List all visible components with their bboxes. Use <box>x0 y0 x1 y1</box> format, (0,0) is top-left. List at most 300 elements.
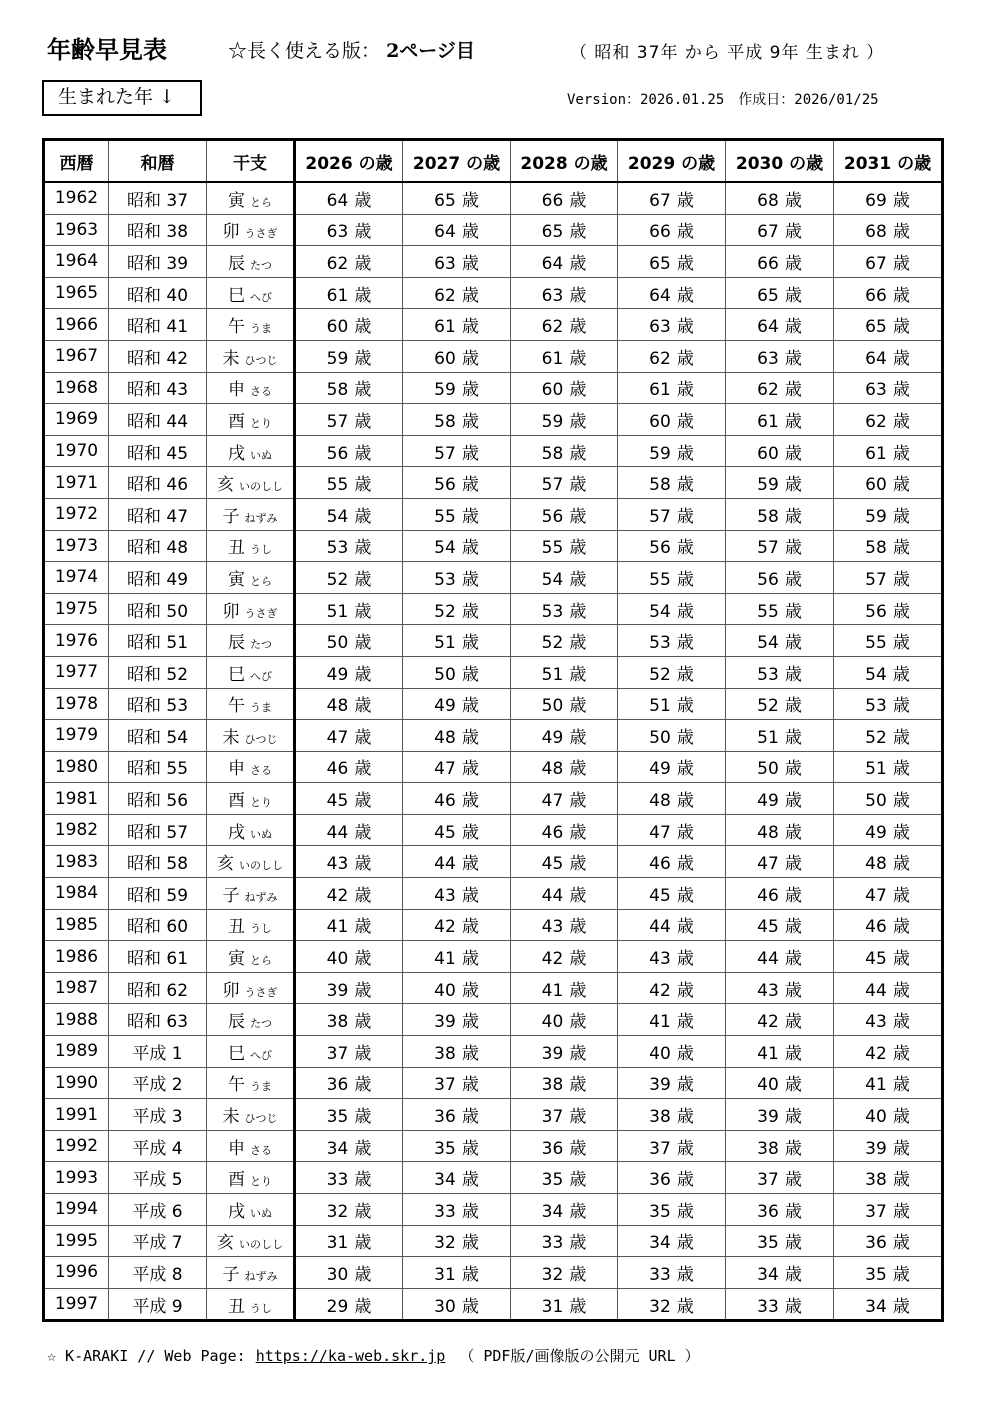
cell-age <box>295 846 403 878</box>
cell-age <box>726 182 834 214</box>
age-suffix: 歳 <box>784 949 802 970</box>
age-suffix: 歳 <box>354 1012 372 1033</box>
cell-age <box>511 972 618 1004</box>
age-value: 42 <box>649 980 671 1001</box>
age-suffix: 歳 <box>784 222 802 243</box>
age-value: 63 <box>434 253 456 274</box>
cell-age <box>834 1130 943 1162</box>
eto-reading: ねずみ <box>244 1269 278 1283</box>
cell-age <box>834 625 943 657</box>
age-value: 57 <box>865 569 887 590</box>
age-suffix: 歳 <box>892 253 910 274</box>
eto-reading: ひつじ <box>244 732 278 746</box>
eto-kanji: 寅 <box>228 190 245 211</box>
age-value: 43 <box>326 854 349 875</box>
age-suffix: 歳 <box>676 411 694 432</box>
column-header: 2026 の歳 <box>295 140 403 183</box>
cell-age <box>403 846 511 878</box>
cell-seireki: 1971 <box>44 467 109 499</box>
age-value: 56 <box>865 601 887 622</box>
cell-seireki: 1984 <box>44 878 109 910</box>
cell-age <box>511 1036 618 1068</box>
cell-age <box>295 1036 403 1068</box>
age-suffix: 歳 <box>354 885 372 906</box>
age-value: 44 <box>434 854 456 875</box>
cell-age <box>618 498 726 530</box>
age-suffix: 歳 <box>569 854 587 875</box>
cell-age <box>834 972 943 1004</box>
age-suffix: 歳 <box>461 443 479 464</box>
age-value: 62 <box>541 317 564 338</box>
cell-seireki: 1962 <box>44 182 109 214</box>
age-suffix: 歳 <box>784 506 802 527</box>
age-value: 62 <box>757 380 779 401</box>
cell-age <box>618 182 726 214</box>
cell-wareki: 平成 1 <box>109 1036 207 1068</box>
age-value: 58 <box>649 475 671 496</box>
age-value: 34 <box>865 1296 887 1317</box>
age-suffix: 歳 <box>676 1012 694 1033</box>
age-suffix: 歳 <box>569 285 587 306</box>
age-suffix: 歳 <box>784 1043 802 1064</box>
column-header: 干支 <box>207 140 295 183</box>
cell-age <box>618 372 726 404</box>
age-value: 50 <box>757 759 779 780</box>
cell-age <box>403 783 511 815</box>
eto-kanji: 辰 <box>228 633 245 654</box>
age-value: 39 <box>326 980 349 1001</box>
cell-age <box>403 878 511 910</box>
table-row <box>44 530 943 562</box>
age-suffix: 歳 <box>784 759 802 780</box>
age-value: 57 <box>757 538 779 559</box>
age-suffix: 歳 <box>676 1201 694 1222</box>
age-suffix: 歳 <box>784 1233 802 1254</box>
cell-wareki: 平成 9 <box>109 1288 207 1321</box>
eto-kanji: 戌 <box>228 1201 245 1222</box>
cell-eto <box>207 372 295 404</box>
age-value: 54 <box>434 538 456 559</box>
cell-age <box>618 846 726 878</box>
age-value: 63 <box>326 222 349 243</box>
cell-age <box>403 530 511 562</box>
cell-seireki: 1980 <box>44 751 109 783</box>
eto-reading: とり <box>250 1175 272 1189</box>
cell-age <box>295 246 403 278</box>
cell-age <box>403 751 511 783</box>
age-value: 67 <box>865 253 887 274</box>
cell-age <box>295 498 403 530</box>
cell-age <box>834 1225 943 1257</box>
age-suffix: 歳 <box>569 1201 587 1222</box>
eto-kanji: 辰 <box>228 1012 245 1033</box>
age-suffix: 歳 <box>892 727 910 748</box>
cell-age <box>834 720 943 752</box>
cell-age <box>726 1067 834 1099</box>
age-value: 68 <box>757 190 779 211</box>
age-suffix: 歳 <box>569 1233 587 1254</box>
cell-age <box>618 277 726 309</box>
eto-reading: たつ <box>250 1017 272 1031</box>
column-header: 西暦 <box>44 140 109 183</box>
eto-kanji: 申 <box>228 380 245 401</box>
eto-reading: ねずみ <box>244 890 278 904</box>
age-suffix: 歳 <box>354 633 372 654</box>
age-suffix: 歳 <box>676 1296 694 1317</box>
table-row <box>44 1162 943 1194</box>
cell-wareki: 昭和 63 <box>109 1004 207 1036</box>
age-value: 32 <box>541 1264 564 1285</box>
cell-age <box>618 593 726 625</box>
age-suffix: 歳 <box>676 601 694 622</box>
age-value: 62 <box>865 411 887 432</box>
cell-age <box>618 656 726 688</box>
cell-wareki: 平成 6 <box>109 1194 207 1226</box>
eto-kanji: 亥 <box>217 1233 234 1254</box>
age-suffix: 歳 <box>461 601 479 622</box>
age-suffix: 歳 <box>569 1296 587 1317</box>
age-value: 38 <box>865 1170 887 1191</box>
age-suffix: 歳 <box>354 1296 372 1317</box>
cell-age <box>295 404 403 436</box>
age-suffix: 歳 <box>569 822 587 843</box>
cell-wareki: 昭和 51 <box>109 625 207 657</box>
age-suffix: 歳 <box>569 949 587 970</box>
age-value: 46 <box>649 854 671 875</box>
age-value: 41 <box>326 917 349 938</box>
cell-eto <box>207 909 295 941</box>
eto-kanji: 巳 <box>228 285 245 306</box>
cell-eto <box>207 751 295 783</box>
age-value: 67 <box>757 222 779 243</box>
age-value: 46 <box>865 917 887 938</box>
age-value: 61 <box>541 348 564 369</box>
age-suffix: 歳 <box>676 1233 694 1254</box>
table-row <box>44 404 943 436</box>
age-suffix: 歳 <box>784 664 802 685</box>
age-value: 55 <box>326 475 349 496</box>
age-value: 39 <box>541 1043 564 1064</box>
age-value: 61 <box>434 317 456 338</box>
eto-kanji: 午 <box>228 1075 245 1096</box>
table-row <box>44 309 943 341</box>
age-value: 55 <box>649 569 671 590</box>
age-value: 66 <box>757 253 779 274</box>
age-value: 32 <box>434 1233 456 1254</box>
age-suffix: 歳 <box>569 475 587 496</box>
cell-age <box>726 1099 834 1131</box>
cell-age <box>618 972 726 1004</box>
age-value: 65 <box>757 285 779 306</box>
eto-reading: さる <box>250 764 272 778</box>
age-suffix: 歳 <box>461 822 479 843</box>
age-value: 46 <box>434 791 456 812</box>
age-value: 45 <box>434 822 456 843</box>
eto-reading: うさぎ <box>244 227 278 241</box>
age-suffix: 歳 <box>461 1075 479 1096</box>
cell-age <box>511 340 618 372</box>
eto-reading: へび <box>250 669 272 683</box>
age-suffix: 歳 <box>784 1075 802 1096</box>
table-row <box>44 277 943 309</box>
age-value: 65 <box>865 317 887 338</box>
age-suffix: 歳 <box>892 380 910 401</box>
cell-age <box>618 751 726 783</box>
cell-age <box>403 467 511 499</box>
age-suffix: 歳 <box>676 569 694 590</box>
cell-wareki: 平成 3 <box>109 1099 207 1131</box>
footer-note: （ PDF版/画像版の公開元 URL ） <box>459 1347 700 1365</box>
cell-age <box>834 340 943 372</box>
age-value: 31 <box>434 1264 456 1285</box>
age-value: 33 <box>326 1170 349 1191</box>
age-suffix: 歳 <box>676 696 694 717</box>
age-value: 55 <box>865 633 887 654</box>
cell-age <box>295 1067 403 1099</box>
age-suffix: 歳 <box>784 601 802 622</box>
cell-age <box>726 878 834 910</box>
cell-seireki: 1975 <box>44 593 109 625</box>
age-value: 36 <box>434 1107 456 1128</box>
eto-kanji: 卯 <box>222 980 240 1001</box>
cell-eto <box>207 562 295 594</box>
cell-wareki: 昭和 53 <box>109 688 207 720</box>
age-value: 60 <box>757 443 779 464</box>
age-value: 32 <box>326 1201 349 1222</box>
cell-eto <box>207 1162 295 1194</box>
age-suffix: 歳 <box>569 222 587 243</box>
table-row <box>44 751 943 783</box>
cell-age <box>511 783 618 815</box>
page-title: 年齢早見表 <box>47 35 167 64</box>
age-value: 58 <box>757 506 779 527</box>
age-suffix: 歳 <box>569 601 587 622</box>
cell-age <box>403 309 511 341</box>
eto-kanji: 巳 <box>228 664 245 685</box>
eto-reading: とり <box>250 416 272 430</box>
age-value: 61 <box>865 443 887 464</box>
age-value: 32 <box>649 1296 671 1317</box>
cell-age <box>511 1099 618 1131</box>
cell-age <box>295 909 403 941</box>
age-suffix: 歳 <box>892 791 910 812</box>
age-suffix: 歳 <box>354 1264 372 1285</box>
age-suffix: 歳 <box>892 285 910 306</box>
age-value: 31 <box>541 1296 564 1317</box>
age-value: 55 <box>757 601 779 622</box>
age-value: 59 <box>326 348 349 369</box>
age-value: 50 <box>649 727 671 748</box>
age-suffix: 歳 <box>892 885 910 906</box>
table-row <box>44 1288 943 1321</box>
cell-age <box>834 309 943 341</box>
age-value: 48 <box>649 791 671 812</box>
eto-kanji: 寅 <box>228 949 245 970</box>
age-value: 64 <box>757 317 779 338</box>
cell-age <box>834 846 943 878</box>
age-suffix: 歳 <box>354 222 372 243</box>
table-row <box>44 182 943 214</box>
cell-eto <box>207 846 295 878</box>
age-value: 66 <box>541 190 564 211</box>
age-value: 49 <box>649 759 671 780</box>
cell-age <box>403 1099 511 1131</box>
age-value: 49 <box>757 791 779 812</box>
cell-age <box>618 688 726 720</box>
age-suffix: 歳 <box>784 253 802 274</box>
age-suffix: 歳 <box>461 1264 479 1285</box>
age-value: 51 <box>434 633 456 654</box>
age-value: 54 <box>326 506 349 527</box>
age-suffix: 歳 <box>569 380 587 401</box>
cell-age <box>403 214 511 246</box>
cell-age <box>403 1288 511 1321</box>
age-suffix: 歳 <box>676 727 694 748</box>
age-value: 52 <box>757 696 779 717</box>
age-suffix: 歳 <box>676 348 694 369</box>
cell-eto <box>207 1130 295 1162</box>
age-suffix: 歳 <box>676 190 694 211</box>
age-value: 55 <box>434 506 456 527</box>
table-row <box>44 783 943 815</box>
cell-age <box>295 1225 403 1257</box>
age-suffix: 歳 <box>784 980 802 1001</box>
cell-age <box>511 372 618 404</box>
cell-wareki: 平成 7 <box>109 1225 207 1257</box>
age-value: 40 <box>757 1075 779 1096</box>
age-suffix: 歳 <box>784 443 802 464</box>
cell-eto <box>207 1004 295 1036</box>
age-suffix: 歳 <box>892 506 910 527</box>
age-value: 51 <box>757 727 779 748</box>
age-value: 35 <box>326 1107 349 1128</box>
cell-eto <box>207 783 295 815</box>
table-row <box>44 467 943 499</box>
cell-age <box>726 404 834 436</box>
age-value: 56 <box>541 506 564 527</box>
cell-age <box>403 1257 511 1289</box>
age-suffix: 歳 <box>676 506 694 527</box>
age-suffix: 歳 <box>892 1012 910 1033</box>
age-value: 50 <box>326 633 349 654</box>
age-value: 48 <box>541 759 564 780</box>
age-suffix: 歳 <box>784 569 802 590</box>
cell-age <box>295 277 403 309</box>
subtitle-prefix: ☆長く使える版： <box>228 40 381 62</box>
age-suffix: 歳 <box>569 791 587 812</box>
cell-age <box>834 783 943 815</box>
cell-age <box>618 562 726 594</box>
age-value: 36 <box>326 1075 349 1096</box>
cell-wareki: 昭和 41 <box>109 309 207 341</box>
eto-reading: うま <box>250 322 272 336</box>
age-suffix: 歳 <box>892 1296 910 1317</box>
cell-wareki: 昭和 57 <box>109 814 207 846</box>
age-value: 47 <box>326 727 349 748</box>
age-value: 43 <box>649 949 671 970</box>
age-suffix: 歳 <box>892 411 910 432</box>
age-suffix: 歳 <box>784 538 802 559</box>
age-suffix: 歳 <box>676 1264 694 1285</box>
age-value: 38 <box>541 1075 564 1096</box>
table-row <box>44 688 943 720</box>
cell-age <box>403 909 511 941</box>
column-header: 2031 の歳 <box>834 140 943 183</box>
age-suffix: 歳 <box>784 285 802 306</box>
age-suffix: 歳 <box>461 727 479 748</box>
cell-seireki: 1995 <box>44 1225 109 1257</box>
age-suffix: 歳 <box>461 348 479 369</box>
cell-age <box>618 878 726 910</box>
cell-eto <box>207 182 295 214</box>
column-header: 和暦 <box>109 140 207 183</box>
cell-age <box>618 214 726 246</box>
age-suffix: 歳 <box>784 348 802 369</box>
eto-reading: ねずみ <box>244 511 278 525</box>
age-value: 45 <box>865 949 887 970</box>
age-suffix: 歳 <box>569 885 587 906</box>
cell-age <box>511 909 618 941</box>
eto-reading: いぬ <box>250 448 272 462</box>
table-row <box>44 656 943 688</box>
age-value: 37 <box>434 1075 456 1096</box>
age-value: 61 <box>649 380 671 401</box>
table-row <box>44 878 943 910</box>
age-value: 64 <box>434 222 456 243</box>
age-suffix: 歳 <box>354 1075 372 1096</box>
age-value: 41 <box>865 1075 887 1096</box>
age-suffix: 歳 <box>676 854 694 875</box>
age-suffix: 歳 <box>892 569 910 590</box>
eto-reading: いのしし <box>239 480 283 494</box>
age-value: 51 <box>649 696 671 717</box>
cell-age <box>834 246 943 278</box>
cell-age <box>295 1288 403 1321</box>
cell-eto <box>207 720 295 752</box>
cell-age <box>726 309 834 341</box>
age-suffix: 歳 <box>461 475 479 496</box>
cell-age <box>511 562 618 594</box>
table-body <box>44 182 943 1321</box>
age-value: 49 <box>326 664 349 685</box>
age-value: 30 <box>326 1264 349 1285</box>
age-value: 54 <box>541 569 564 590</box>
cell-age <box>295 1257 403 1289</box>
website-link[interactable]: https://ka-web.skr.jp <box>255 1347 446 1365</box>
age-suffix: 歳 <box>892 664 910 685</box>
age-value: 65 <box>649 253 671 274</box>
age-value: 60 <box>541 380 564 401</box>
age-value: 33 <box>434 1201 456 1222</box>
cell-age <box>511 404 618 436</box>
cell-age <box>295 720 403 752</box>
age-value: 66 <box>865 285 887 306</box>
age-suffix: 歳 <box>354 601 372 622</box>
age-suffix: 歳 <box>569 696 587 717</box>
table-row <box>44 1004 943 1036</box>
cell-age <box>295 941 403 973</box>
cell-seireki: 1989 <box>44 1036 109 1068</box>
age-suffix: 歳 <box>676 791 694 812</box>
age-suffix: 歳 <box>569 443 587 464</box>
cell-age <box>511 1067 618 1099</box>
cell-seireki: 1994 <box>44 1194 109 1226</box>
cell-seireki: 1986 <box>44 941 109 973</box>
eto-kanji: 寅 <box>228 569 245 590</box>
cell-age <box>403 720 511 752</box>
cell-seireki: 1990 <box>44 1067 109 1099</box>
age-table <box>42 138 944 1322</box>
